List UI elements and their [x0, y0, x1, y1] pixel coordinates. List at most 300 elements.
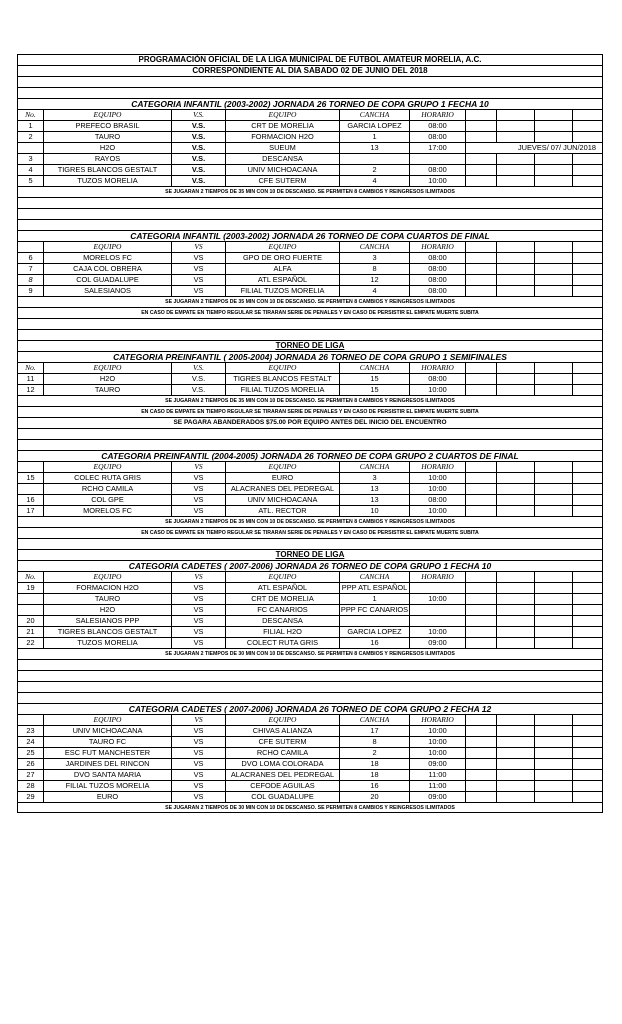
match-row	[17, 483, 603, 494]
column-divider	[496, 748, 497, 758]
cell-vs: VS	[193, 506, 204, 515]
column-divider	[534, 770, 535, 780]
cell-horario: 08:00	[428, 132, 447, 141]
cell-horario: 08:00	[428, 374, 447, 383]
cell-horario: 10:00	[428, 726, 447, 735]
column-divider	[572, 616, 573, 626]
column-header-cancha: CANCHA	[359, 572, 390, 581]
section-title-row	[17, 351, 603, 362]
match-row	[17, 736, 603, 747]
column-divider	[534, 121, 535, 131]
cell-cancha: 13	[370, 495, 379, 504]
column-divider	[572, 737, 573, 747]
cell-horario: 08:00	[428, 165, 447, 174]
cell-horario: 08:00	[428, 264, 447, 273]
column-divider	[572, 506, 573, 516]
column-divider	[572, 638, 573, 648]
section-title-row	[17, 703, 603, 714]
match-row	[17, 747, 603, 758]
column-divider	[572, 473, 573, 483]
column-divider	[534, 594, 535, 604]
rules-note-row	[17, 395, 603, 406]
column-divider	[496, 605, 497, 615]
cell-cancha: PPP FC CANARIOS	[340, 605, 409, 614]
cell-no: 26	[26, 759, 35, 768]
page-title-row	[17, 54, 603, 65]
cell-vs: VS	[193, 473, 204, 482]
cell-home: SALESIANOS PPP	[75, 616, 140, 625]
cell-home: FILIAL TUZOS MORELIA	[65, 781, 150, 790]
cell-extra: JUEVES/ 07/ JUN/2018	[517, 143, 596, 152]
column-divider	[496, 264, 497, 274]
cell-cancha: 13	[370, 143, 379, 152]
column-divider	[572, 264, 573, 274]
column-header-vs: V.S.	[192, 363, 205, 372]
column-header-cancha: CANCHA	[359, 110, 390, 119]
column-header-vs: VS	[194, 715, 203, 724]
cell-no: 19	[26, 583, 35, 592]
cell-away: FORMACION H2O	[251, 132, 314, 141]
cell-vs: VS	[193, 737, 204, 746]
column-divider	[572, 363, 573, 373]
column-header-away: EQUIPO	[268, 110, 297, 119]
rules-note: SE JUGARAN 2 TIEMPOS DE 35 MIN CON 10 DE DESCANSO. SE PERMITEN 8 CAMBIOS Y REINGRESOS ILIMITADOS	[165, 519, 455, 525]
cell-vs: VS	[193, 495, 204, 504]
column-divider	[496, 275, 497, 285]
column-header-home: EQUIPO	[93, 242, 122, 251]
cell-horario: 09:00	[428, 638, 447, 647]
column-divider	[572, 726, 573, 736]
column-divider	[496, 462, 497, 472]
cell-away: FILIAL TUZOS MORELIA	[240, 385, 325, 394]
spacer-row	[17, 219, 603, 230]
cell-cancha: 2	[372, 748, 377, 757]
column-divider	[534, 374, 535, 384]
cell-horario: 10:00	[428, 176, 447, 185]
match-row	[17, 626, 603, 637]
cell-horario: 10:00	[428, 627, 447, 636]
column-header-vs: VS	[194, 242, 203, 251]
cell-vs: V.S.	[191, 143, 206, 152]
rules-note-row	[17, 186, 603, 197]
column-divider	[572, 583, 573, 593]
column-divider	[496, 506, 497, 516]
cell-cancha: 3	[372, 253, 377, 262]
column-header-away: EQUIPO	[268, 242, 297, 251]
cell-no: 21	[26, 627, 35, 636]
column-divider	[572, 374, 573, 384]
cell-horario: 11:00	[428, 770, 447, 779]
cell-vs: VS	[193, 638, 204, 647]
column-divider	[534, 462, 535, 472]
cell-no: 8	[28, 275, 33, 284]
column-divider	[572, 792, 573, 802]
match-row	[17, 582, 603, 593]
cell-home: H2O	[99, 374, 116, 383]
column-divider	[534, 165, 535, 175]
column-divider	[534, 583, 535, 593]
column-divider	[572, 385, 573, 395]
cell-vs: VS	[193, 759, 204, 768]
spacer-row	[17, 681, 603, 692]
column-header-horario: HORARIO	[421, 572, 454, 581]
column-divider	[496, 385, 497, 395]
column-divider	[572, 154, 573, 164]
cell-away: DESCANSA	[262, 616, 303, 625]
cell-away: ALFA	[273, 264, 292, 273]
column-divider	[572, 110, 573, 120]
cell-no: 6	[28, 253, 33, 262]
cell-horario: 10:00	[428, 484, 447, 493]
column-divider	[496, 792, 497, 802]
cell-cancha: 18	[370, 770, 379, 779]
column-header-row	[17, 714, 603, 725]
cell-horario: 08:00	[428, 121, 447, 130]
rules-note: SE JUGARAN 2 TIEMPOS DE 30 MIN CON 10 DE DESCANSO. SE PERMITEN 8 CAMBIOS Y REINGRESOS ILIMITADOS	[165, 805, 455, 811]
column-divider	[572, 484, 573, 494]
cell-horario: 11:00	[428, 781, 447, 790]
cell-away: DVO LOMA COLORADA	[241, 759, 324, 768]
cell-away: COLECT RUTA GRIS	[246, 638, 319, 647]
section-title-row	[17, 98, 603, 109]
cell-away: ALACRANES DEL PEDREGAL	[230, 770, 335, 779]
column-divider	[496, 583, 497, 593]
cell-vs: VS	[193, 484, 204, 493]
match-row	[17, 791, 603, 802]
column-divider	[534, 781, 535, 791]
page-subtitle-row	[17, 65, 603, 76]
match-row	[17, 505, 603, 516]
column-divider	[572, 759, 573, 769]
cell-home: TUZOS MORELIA	[77, 176, 138, 185]
cell-cancha: GARCIA LOPEZ	[347, 121, 402, 130]
cell-cancha: 3	[372, 473, 377, 482]
column-divider	[572, 286, 573, 296]
spacer-row	[17, 208, 603, 219]
column-divider	[534, 275, 535, 285]
column-divider	[534, 253, 535, 263]
cell-no: 29	[26, 792, 35, 801]
cell-away: COL GUADALUPE	[251, 792, 314, 801]
column-divider	[496, 627, 497, 637]
cell-away: CFE SUTERM	[258, 176, 307, 185]
column-header-home: EQUIPO	[93, 462, 122, 471]
column-divider	[534, 385, 535, 395]
section-title: CATEGORIA CADETES ( 2007-2006) JORNADA 26 TORNEO DE COPA GRUPO 1 FECHA 10	[128, 561, 492, 571]
rules-note: EN CASO DE EMPATE EN TIEMPO REGULAR SE TIRARAN SERIE DE PENALES Y EN CASO DE PERSISTIR EL EMPATE MUERTE SUBITA	[141, 310, 479, 316]
column-divider	[572, 242, 573, 252]
fee-note-row	[17, 417, 603, 428]
match-row	[17, 604, 603, 615]
column-divider	[496, 374, 497, 384]
cell-no: 9	[28, 286, 33, 295]
cell-cancha: 15	[370, 374, 379, 383]
cell-no: 22	[26, 638, 35, 647]
cell-vs: V.S.	[191, 176, 206, 185]
schedule-sheet	[17, 54, 603, 813]
cell-home: TIGRES BLANCOS GESTALT	[57, 627, 158, 636]
cell-cancha: 8	[372, 264, 377, 273]
cell-horario: 09:00	[428, 792, 447, 801]
rules-note-row	[17, 296, 603, 307]
column-divider	[572, 770, 573, 780]
cell-home: PREFECO BRASIL	[75, 121, 140, 130]
cell-away: ATL. RECTOR	[258, 506, 307, 515]
cell-cancha: 8	[372, 737, 377, 746]
column-divider	[572, 165, 573, 175]
column-divider	[496, 484, 497, 494]
cell-home: H2O	[99, 143, 116, 152]
spacer-row	[17, 670, 603, 681]
column-divider	[534, 759, 535, 769]
cell-vs: VS	[193, 748, 204, 757]
column-divider	[534, 748, 535, 758]
cell-no: 28	[26, 781, 35, 790]
rules-note: SE JUGARAN 2 TIEMPOS DE 35 MIN CON 10 DE DESCANSO. SE PERMITEN 8 CAMBIOS Y REINGRESOS ILIMITADOS	[165, 398, 455, 404]
match-row	[17, 274, 603, 285]
cell-cancha: 10	[370, 506, 379, 515]
cell-horario: 10:00	[428, 594, 447, 603]
cell-cancha: 20	[370, 792, 379, 801]
cell-home: TAURO FC	[88, 737, 127, 746]
cell-home: H2O	[99, 605, 116, 614]
cell-home: COL GPE	[91, 495, 124, 504]
cell-no: 24	[26, 737, 35, 746]
column-divider	[496, 638, 497, 648]
column-divider	[572, 495, 573, 505]
cell-away: CFE SUTERM	[258, 737, 307, 746]
match-row	[17, 593, 603, 604]
cell-cancha: 2	[372, 165, 377, 174]
league-label: TORNEO DE LIGA	[275, 341, 345, 350]
cell-away: CHIVAS ALIANZA	[252, 726, 313, 735]
cell-no: 5	[28, 176, 33, 185]
match-row	[17, 384, 603, 395]
spacer-row	[17, 659, 603, 670]
column-divider	[572, 748, 573, 758]
cell-away: RCHO CAMILA	[256, 748, 309, 757]
match-row	[17, 120, 603, 131]
column-header-cancha: CANCHA	[359, 715, 390, 724]
section-title-row	[17, 560, 603, 571]
cell-home: TUZOS MORELIA	[77, 638, 138, 647]
column-header-cancha: CANCHA	[359, 242, 390, 251]
cell-cancha: 12	[370, 275, 379, 284]
column-divider	[496, 473, 497, 483]
match-row	[17, 153, 603, 164]
section-title-row	[17, 230, 603, 241]
column-header-vs: VS	[194, 462, 203, 471]
column-divider	[572, 176, 573, 186]
cell-no: 7	[28, 264, 33, 273]
column-header-home: EQUIPO	[93, 572, 122, 581]
cell-away: UNIV MICHOACANA	[247, 165, 318, 174]
cell-cancha: 1	[372, 132, 377, 141]
spacer-row	[17, 197, 603, 208]
match-row	[17, 131, 603, 142]
cell-away: ATL ESPAÑOL	[257, 275, 308, 284]
cell-vs: VS	[193, 770, 204, 779]
column-divider	[496, 737, 497, 747]
cell-home: MORELOS FC	[83, 253, 132, 262]
cell-away: ALACRANES DEL PEDREGAL	[230, 484, 335, 493]
cell-home: RCHO CAMILA	[81, 484, 134, 493]
match-row	[17, 164, 603, 175]
cell-away: UNIV MICHOACANA	[247, 495, 318, 504]
rules-note-row	[17, 307, 603, 318]
column-divider	[496, 781, 497, 791]
rules-note-row	[17, 648, 603, 659]
cell-home: DVO SANTA MARIA	[73, 770, 142, 779]
cell-vs: VS	[193, 627, 204, 636]
cell-no: 16	[26, 495, 35, 504]
column-divider	[534, 473, 535, 483]
match-row	[17, 725, 603, 736]
rules-note: SE JUGARAN 2 TIEMPOS DE 30 MIN CON 10 DE DESCANSO. SE PERMITEN 8 CAMBIOS Y REINGRESOS ILIMITADOS	[165, 651, 455, 657]
column-divider	[496, 132, 497, 142]
rules-note-row	[17, 802, 603, 813]
match-row	[17, 175, 603, 186]
cell-away: CRT DE MORELIA	[251, 594, 314, 603]
cell-no: 2	[28, 132, 33, 141]
cell-horario: 10:00	[428, 473, 447, 482]
column-header-home: EQUIPO	[93, 363, 122, 372]
column-divider	[534, 506, 535, 516]
cell-vs: V.S.	[191, 121, 206, 130]
column-divider	[534, 572, 535, 582]
cell-vs: V.S.	[191, 132, 206, 141]
cell-vs: VS	[193, 605, 204, 614]
column-divider	[534, 176, 535, 186]
column-header-home: EQUIPO	[93, 110, 122, 119]
column-divider	[496, 495, 497, 505]
spacer-row	[17, 318, 603, 329]
column-divider	[534, 737, 535, 747]
column-divider	[496, 594, 497, 604]
column-header-away: EQUIPO	[268, 715, 297, 724]
match-row	[17, 780, 603, 791]
cell-cancha: 13	[370, 484, 379, 493]
cell-vs: VS	[193, 286, 204, 295]
cell-horario: 08:00	[428, 286, 447, 295]
cell-away: FC CANARIOS	[257, 605, 308, 614]
column-divider	[496, 154, 497, 164]
cell-horario: 08:00	[428, 495, 447, 504]
cell-no: 23	[26, 726, 35, 735]
cell-vs: VS	[193, 583, 204, 592]
cell-cancha: 4	[372, 176, 377, 185]
column-divider	[534, 242, 535, 252]
match-row	[17, 615, 603, 626]
fee-note: SE PAGARA ABANDERADOS $75.00 POR EQUIPO ANTES DEL INICIO DEL ENCUENTRO	[173, 419, 447, 426]
column-divider	[534, 627, 535, 637]
spacer-row	[17, 87, 603, 98]
cell-horario: 08:00	[428, 275, 447, 284]
cell-no: 27	[26, 770, 35, 779]
cell-away: GPO DE ORO FUERTE	[242, 253, 323, 262]
match-row	[17, 472, 603, 483]
league-label: TORNEO DE LIGA	[275, 550, 345, 559]
column-header-row	[17, 461, 603, 472]
cell-cancha: 16	[370, 781, 379, 790]
column-divider	[572, 715, 573, 725]
column-header-away: EQUIPO	[268, 572, 297, 581]
cell-home: EURO	[96, 792, 119, 801]
column-divider	[534, 616, 535, 626]
column-header-horario: HORARIO	[421, 242, 454, 251]
cell-away: ATL ESPAÑOL	[257, 583, 308, 592]
cell-no: 4	[28, 165, 33, 174]
column-header-no: No.	[25, 572, 36, 581]
cell-horario: 10:00	[428, 506, 447, 515]
match-row	[17, 263, 603, 274]
cell-away: FILIAL H2O	[263, 627, 302, 636]
cell-home: TIGRES BLANCOS GESTALT	[57, 165, 158, 174]
page-title: PROGRAMACIÓN OFICIAL DE LA LIGA MUNICIPAL DE FUTBOL AMATEUR MORELIA, A.C.	[138, 55, 482, 64]
column-divider	[534, 132, 535, 142]
cell-away: DESCANSA	[262, 154, 303, 163]
match-row	[17, 373, 603, 384]
column-header-row	[17, 109, 603, 120]
cell-no: 20	[26, 616, 35, 625]
spacer-row	[17, 538, 603, 549]
column-divider	[496, 165, 497, 175]
column-divider	[572, 132, 573, 142]
column-header-row	[17, 241, 603, 252]
match-row	[17, 494, 603, 505]
cell-cancha: PPP ATL ESPAÑOL	[341, 583, 408, 592]
column-divider	[496, 110, 497, 120]
spacer-row	[17, 76, 603, 87]
cell-cancha: 4	[372, 286, 377, 295]
cell-cancha: 15	[370, 385, 379, 394]
section-title: CATEGORIA PREINFANTIL (2004-2005) JORNADA 26 TORNEO DE COPA GRUPO 2 CUARTOS DE FINAL	[101, 451, 519, 461]
spacer-row	[17, 428, 603, 439]
cell-cancha: 18	[370, 759, 379, 768]
column-divider	[534, 264, 535, 274]
column-divider	[534, 715, 535, 725]
cell-no: 3	[28, 154, 33, 163]
cell-away: CRT DE MORELIA	[251, 121, 314, 130]
column-header-horario: HORARIO	[421, 110, 454, 119]
rules-note-row	[17, 527, 603, 538]
cell-horario: 10:00	[428, 385, 447, 394]
cell-home: COL GUADALUPE	[76, 275, 139, 284]
column-header-cancha: CANCHA	[359, 363, 390, 372]
cell-vs: V.S.	[191, 154, 206, 163]
column-header-horario: HORARIO	[421, 715, 454, 724]
cell-away: TIGRES BLANCOS FESTALT	[233, 374, 332, 383]
spacer-row	[17, 439, 603, 450]
cell-home: TAURO	[94, 385, 121, 394]
column-divider	[534, 792, 535, 802]
cell-no: 15	[26, 473, 35, 482]
column-header-vs: VS	[194, 572, 203, 581]
cell-away: SUEUM	[269, 143, 296, 152]
cell-away: CEFODE AGUILAS	[250, 781, 315, 790]
cell-cancha: GARCIA LOPEZ	[347, 627, 402, 636]
rules-note: SE JUGARAN 2 TIEMPOS DE 35 MIN CON 10 DE DESCANSO. SE PERMITEN 8 CAMBIOS Y REINGRESOS ILIMITADOS	[165, 299, 455, 305]
cell-vs: VS	[193, 616, 204, 625]
cell-horario: 08:00	[428, 253, 447, 262]
cell-home: ESC FUT MANCHESTER	[64, 748, 151, 757]
cell-horario: 10:00	[428, 737, 447, 746]
rules-note: EN CASO DE EMPATE EN TIEMPO REGULAR SE TIRARAN SERIE DE PENALES Y EN CASO DE PERSISTIR EL EMPATE MUERTE SUBITA	[141, 409, 479, 415]
column-header-no: No.	[25, 363, 36, 372]
cell-vs: VS	[193, 792, 204, 801]
cell-home: SALESIANOS	[84, 286, 131, 295]
league-label-row	[17, 340, 603, 351]
